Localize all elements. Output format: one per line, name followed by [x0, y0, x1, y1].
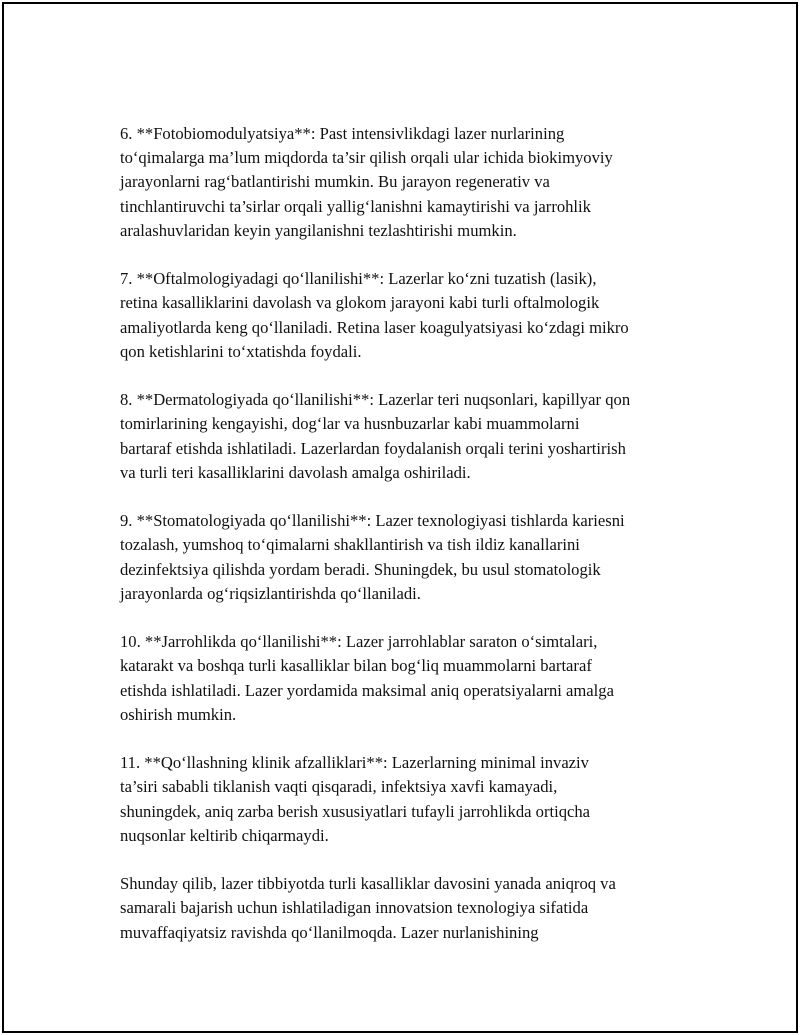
paragraph-oftalmologiya: 7. **Oftalmologiyadagi qo‘llanilishi**: Lazerlar ko‘zni tuzatish (lasik), retina kasalliklarini davolash va glokom jarayoni kabi turli oftalmologik amaliyotlarda keng qo‘llaniladi. Retina laser koagulyatsiyasi ko‘zdagi mikro qon ketishlarini to‘xtatishda foydali. — [120, 269, 629, 361]
paragraph-jarrohlik: 10. **Jarrohlikda qo‘llanilishi**: Lazer jarrohlablar saraton o‘simtalari, katarakt va boshqa turli kasalliklar bilan bog‘liq muammolarni bartaraf etishda ishlatiladi. Lazer yordamida maksimal aniq operatsiyalarni amalga oshirish mumkin. — [120, 632, 614, 724]
paragraph-dermatologiya: 8. **Dermatologiyada qo‘llanilishi**: Lazerlar teri nuqsonlari, kapillyar qon tomirlarining kengayishi, dog‘lar va husnbuzarlar kabi muammolarni bartaraf etishda ishlatiladi. Lazerlardan foydalanish orqali terini yoshartirish va turli teri kasalliklarini davolash amalga oshiriladi. — [120, 390, 631, 482]
paragraph-fotobiomodulyatsiya: 6. **Fotobiomodulyatsiya**: Past intensivlikdagi lazer nurlarining to‘qimalarga ma’lum miqdorda ta’sir qilish orqali ular ichida biokimyoviy jarayonlarni rag‘batlantirishi mumkin. Bu jarayon regenerativ va tinchlantiruvchi ta’sirlar orqali yallig‘lanishni kamaytirishi va jarrohlik aralashuvlaridan keyin yangilanishni tezlashtirishi mumkin. — [120, 124, 613, 240]
paragraph-conclusion: Shunday qilib, lazer tibbiyotda turli kasalliklar davosini yanada aniqroq va samarali bajarish uchun ishlatiladigan innovatsion texnologiya sifatida muvaffaqiyatsiz ravishda qo‘llanilmoqda. Lazer nurlanishining — [120, 874, 616, 942]
document-page — [2, 2, 798, 1033]
paragraph-klinik-afzalliklar: 11. **Qo‘llashning klinik afzalliklari**: Lazerlarning minimal invaziv ta’siri sababli tiklanish vaqti qisqaradi, infektsiya xavfi kamayadi, shuningdek, aniq zarba berish xususiyatlari tufayli jarrohlikda ortiqcha nuqsonlar keltirib chiqarmaydi. — [120, 753, 591, 845]
paragraph-stomatologiya: 9. **Stomatologiyada qo‘llanilishi**: Lazer texnologiyasi tishlarda kariesni tozalash, yumshoq to‘qimalarni shakllantirish va tish ildiz kanallarini dezinfektsiya qilishda yordam beradi. Shuningdek, bu usul stomatologik jarayonlarda og‘riqsizlantirishda qo‘llaniladi. — [120, 511, 625, 603]
document-body — [120, 122, 690, 969]
